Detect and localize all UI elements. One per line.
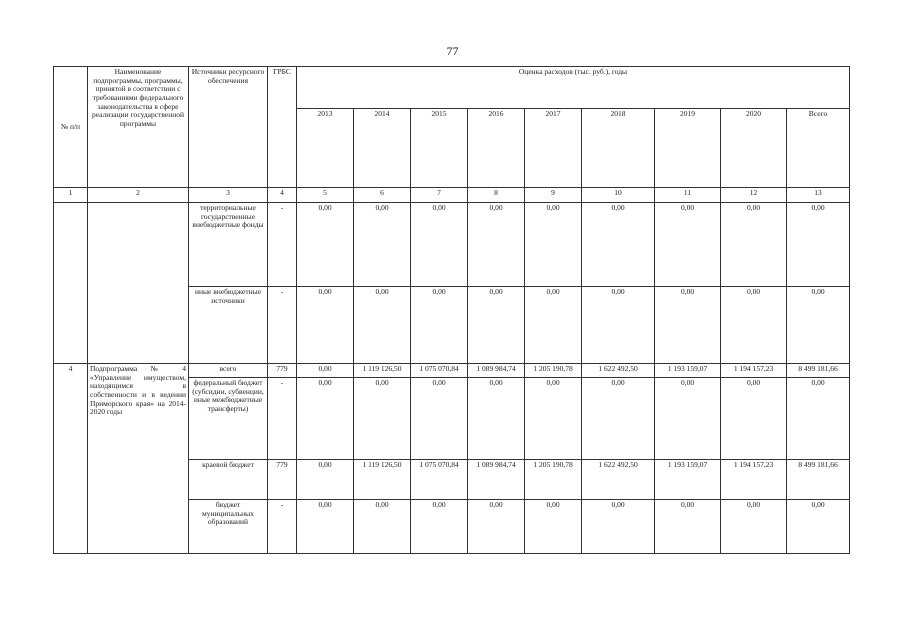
row-source: иные внебюджетные источники bbox=[189, 287, 268, 364]
row-value: 0,00 bbox=[721, 378, 787, 460]
row-value: 0,00 bbox=[787, 287, 850, 364]
column-number: 10 bbox=[582, 188, 655, 203]
row-value: 0,00 bbox=[297, 500, 354, 554]
header-row bbox=[54, 67, 850, 109]
column-number: 11 bbox=[655, 188, 721, 203]
row-value: 0,00 bbox=[354, 203, 411, 287]
column-number: 7 bbox=[411, 188, 468, 203]
row-num: 4 bbox=[54, 364, 88, 554]
header-year: 2016 bbox=[468, 109, 525, 188]
row-value: 0,00 bbox=[525, 500, 582, 554]
column-number: 6 bbox=[354, 188, 411, 203]
row-value: 1 622 492,50 bbox=[582, 460, 655, 500]
row-value: 0,00 bbox=[787, 500, 850, 554]
row-value: 0,00 bbox=[411, 287, 468, 364]
header-year: 2013 bbox=[297, 109, 354, 188]
header-num: № п/п bbox=[54, 67, 88, 188]
page-number: 77 bbox=[446, 44, 459, 58]
row-source: территориальные государственные внебюджетные фонды bbox=[189, 203, 268, 287]
row-value: 0,00 bbox=[787, 203, 850, 287]
row-value: 1 119 126,50 bbox=[354, 364, 411, 378]
row-value: 0,00 bbox=[354, 500, 411, 554]
row-grbs: 779 bbox=[268, 364, 297, 378]
header-year: 2018 bbox=[582, 109, 655, 188]
row-value: 8 499 181,66 bbox=[787, 364, 850, 378]
budget-table bbox=[53, 66, 850, 554]
column-number: 12 bbox=[721, 188, 787, 203]
row-source: всего bbox=[189, 364, 268, 378]
row-value: 0,00 bbox=[468, 287, 525, 364]
header-year: 2015 bbox=[411, 109, 468, 188]
row-value: 0,00 bbox=[411, 500, 468, 554]
row-value: 0,00 bbox=[354, 378, 411, 460]
row-value: 0,00 bbox=[721, 203, 787, 287]
column-number: 4 bbox=[268, 188, 297, 203]
row-value: 1 075 070,84 bbox=[411, 364, 468, 378]
row-grbs: - bbox=[268, 378, 297, 460]
row-value: 1 075 070,84 bbox=[411, 460, 468, 500]
row-value: 0,00 bbox=[411, 378, 468, 460]
column-number: 3 bbox=[189, 188, 268, 203]
header-year: 2014 bbox=[354, 109, 411, 188]
row-value: 1 193 159,07 bbox=[655, 460, 721, 500]
column-number: 2 bbox=[88, 188, 189, 203]
row-value: 1 193 159,07 bbox=[655, 364, 721, 378]
row-value: 0,00 bbox=[297, 460, 354, 500]
row-grbs: - bbox=[268, 203, 297, 287]
table-row bbox=[54, 364, 850, 378]
row-value: 0,00 bbox=[468, 378, 525, 460]
row-value: 0,00 bbox=[655, 203, 721, 287]
column-number: 5 bbox=[297, 188, 354, 203]
row-num bbox=[54, 203, 88, 364]
row-value: 0,00 bbox=[655, 287, 721, 364]
column-numbers-row bbox=[54, 188, 850, 203]
row-name: Подпрограмма № 4 «Управление имуществом, находящимся в собственности и в ведении Приморского края» на 2014-2020 годы bbox=[88, 364, 189, 554]
row-value: 1 622 492,50 bbox=[582, 364, 655, 378]
row-value: 0,00 bbox=[297, 287, 354, 364]
header-total: Всего bbox=[787, 109, 850, 188]
row-value: 0,00 bbox=[721, 500, 787, 554]
row-value: 0,00 bbox=[411, 203, 468, 287]
header-year: 2019 bbox=[655, 109, 721, 188]
row-source: федеральный бюджет (субсидии, субвенции, иные межбюджетные трансферты) bbox=[189, 378, 268, 460]
row-value: 0,00 bbox=[787, 378, 850, 460]
column-number: 1 bbox=[54, 188, 88, 203]
row-value: 0,00 bbox=[468, 500, 525, 554]
row-value: 0,00 bbox=[525, 378, 582, 460]
row-value: 0,00 bbox=[582, 378, 655, 460]
row-value: 0,00 bbox=[525, 287, 582, 364]
row-value: 0,00 bbox=[655, 500, 721, 554]
row-value: 0,00 bbox=[468, 203, 525, 287]
row-value: 0,00 bbox=[297, 203, 354, 287]
header-year: 2020 bbox=[721, 109, 787, 188]
row-source: бюджет муниципальных образований bbox=[189, 500, 268, 554]
header-source: Источники ресурсного обеспечения bbox=[189, 67, 268, 188]
row-value: 1 205 190,78 bbox=[525, 364, 582, 378]
row-value: 0,00 bbox=[297, 364, 354, 378]
header-year: 2017 bbox=[525, 109, 582, 188]
row-value: 0,00 bbox=[582, 203, 655, 287]
row-name bbox=[88, 203, 189, 364]
row-value: 1 089 984,74 bbox=[468, 460, 525, 500]
row-value: 0,00 bbox=[354, 287, 411, 364]
row-value: 0,00 bbox=[525, 203, 582, 287]
column-number: 13 bbox=[787, 188, 850, 203]
row-value: 1 194 157,23 bbox=[721, 364, 787, 378]
row-source: краевой бюджет bbox=[189, 460, 268, 500]
row-grbs: - bbox=[268, 287, 297, 364]
row-value: 0,00 bbox=[582, 287, 655, 364]
header-costs: Оценка расходов (тыс. руб.), годы bbox=[297, 67, 850, 109]
column-number: 9 bbox=[525, 188, 582, 203]
row-value: 0,00 bbox=[721, 287, 787, 364]
row-value: 0,00 bbox=[655, 378, 721, 460]
row-value: 0,00 bbox=[297, 378, 354, 460]
row-value: 0,00 bbox=[582, 500, 655, 554]
table-row bbox=[54, 203, 850, 287]
column-number: 8 bbox=[468, 188, 525, 203]
row-value: 1 089 984,74 bbox=[468, 364, 525, 378]
row-value: 8 499 181,66 bbox=[787, 460, 850, 500]
row-value: 1 194 157,23 bbox=[721, 460, 787, 500]
header-name: Наименование подпрограммы, программы, принятой в соответствии с требованиями федерального законодательства в сфере реализации государственной программы bbox=[88, 67, 189, 188]
header-grbs: ГРБС bbox=[268, 67, 297, 188]
row-grbs: - bbox=[268, 500, 297, 554]
row-value: 1 119 126,50 bbox=[354, 460, 411, 500]
row-value: 1 205 190,78 bbox=[525, 460, 582, 500]
row-grbs: 779 bbox=[268, 460, 297, 500]
